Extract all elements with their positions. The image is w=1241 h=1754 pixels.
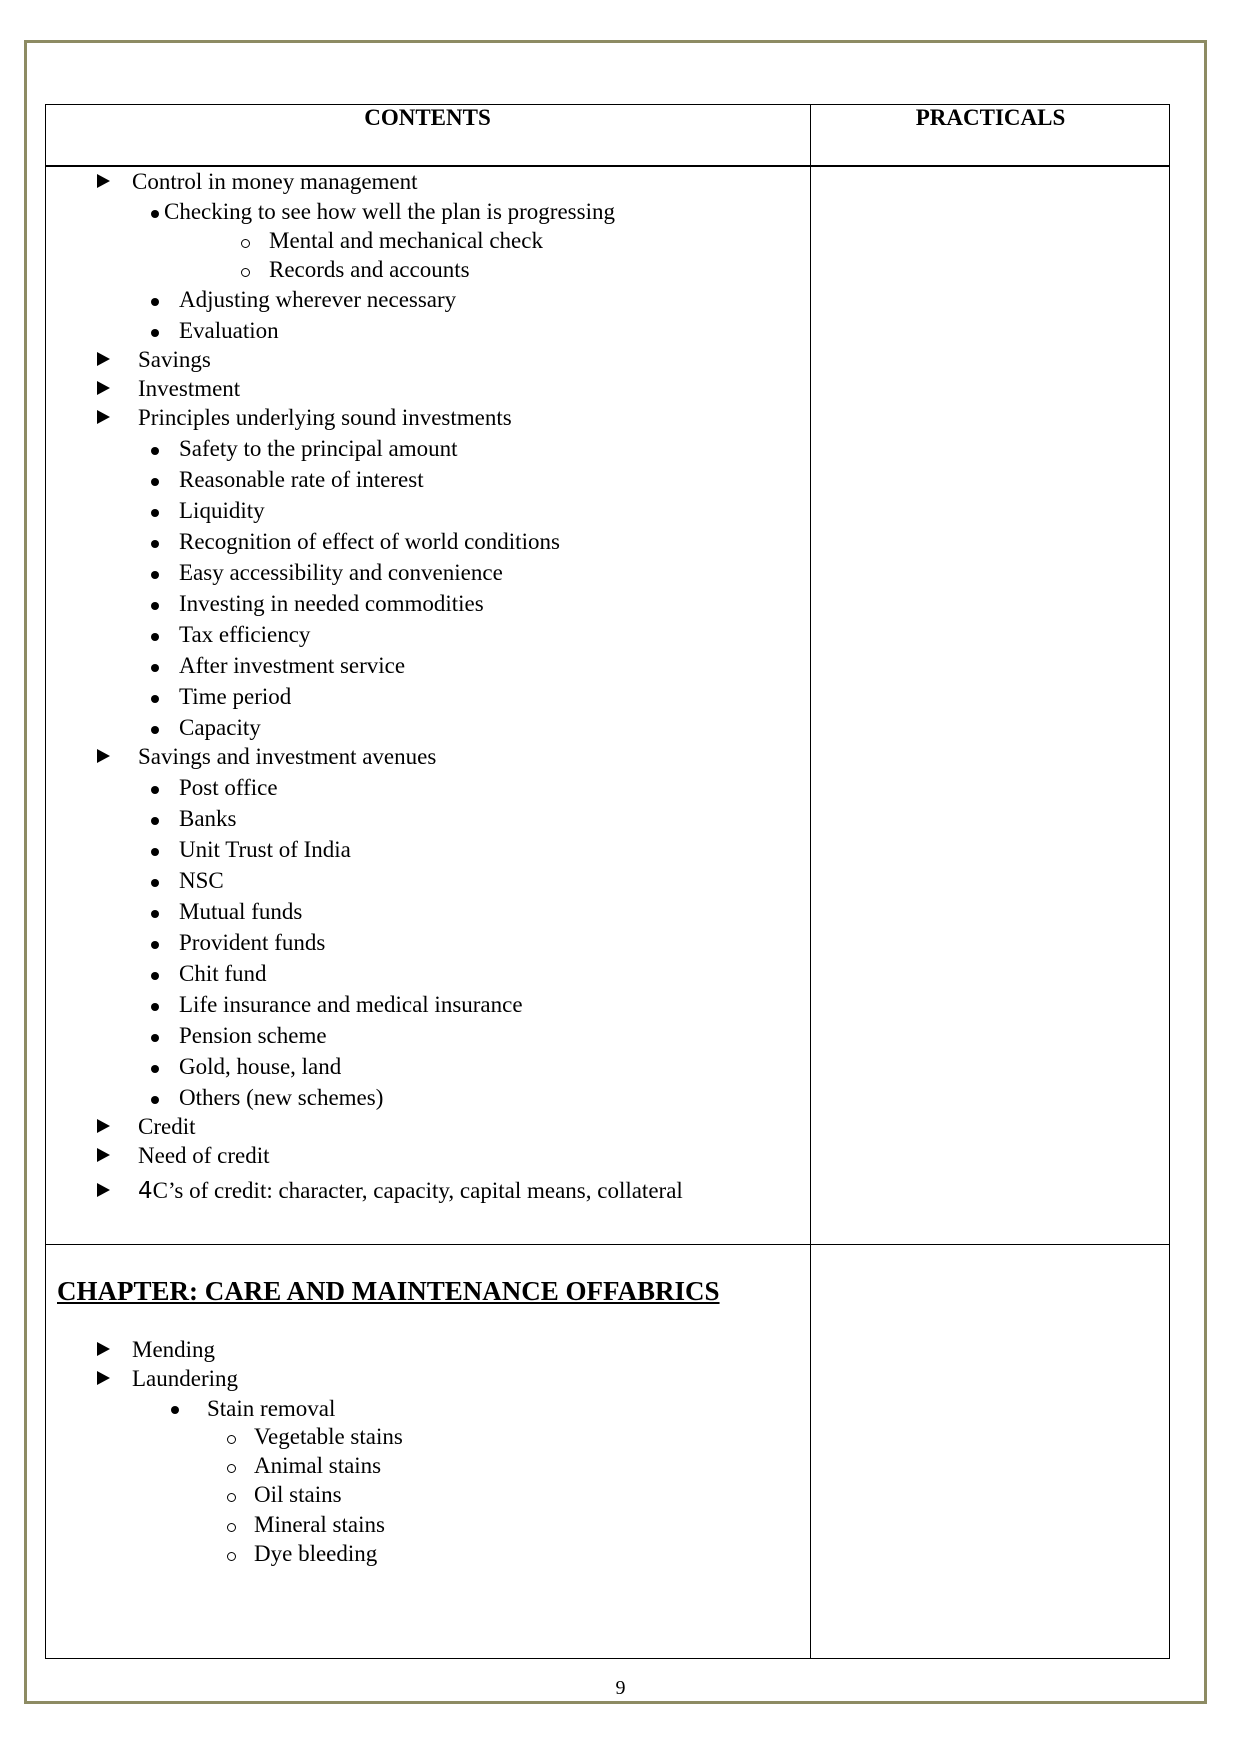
bullet-icon [171,1406,179,1414]
bullet-icon [151,695,159,703]
list-item: Mineral stains [254,1512,385,1537]
list-item: Stain removal [207,1396,336,1421]
credit-text: C’s of credit: character, capacity, capital means, collateral [152,1178,683,1203]
header-rule [45,165,1170,167]
bullet-icon [151,447,159,455]
list-item: Others (new schemes) [179,1085,384,1110]
arrow-bullet-icon [97,381,110,395]
list-item: Provident funds [179,930,326,955]
list-item: Savings and investment avenues [138,744,437,769]
bullet-icon [151,1034,159,1042]
column-divider [810,104,811,1659]
bullet-icon [151,664,159,672]
list-item: Recognition of effect of world conditions [179,529,560,554]
list-item: Mending [132,1337,216,1362]
list-item: Investment [138,376,241,401]
arrow-bullet-icon [97,1148,110,1162]
bullet-icon [151,298,159,306]
list-item: Unit Trust of India [179,837,351,862]
list-item: Safety to the principal amount [179,436,458,461]
contents-header: CONTENTS [364,105,491,130]
list-item: Need of credit [138,1143,270,1168]
list-item: Dye bleeding [254,1541,378,1566]
circle-bullet-icon [227,1435,236,1444]
bullet-icon [151,1003,159,1011]
arrow-bullet-icon [97,1183,110,1197]
circle-bullet-icon [227,1523,236,1532]
bullet-icon [151,972,159,980]
page-number: 9 [615,1677,626,1699]
bullet-icon [151,726,159,734]
list-item: Chit fund [179,961,267,986]
bullet-icon [151,478,159,486]
bullet-icon [151,329,159,337]
arrow-bullet-icon [97,1342,110,1356]
arrow-bullet-icon [97,1119,110,1133]
arrow-bullet-icon [97,174,110,188]
bullet-icon [151,210,159,218]
list-item: Savings [138,347,211,372]
bullet-icon [151,879,159,887]
list-item: Liquidity [179,498,265,523]
bullet-icon [151,633,159,641]
list-item: Reasonable rate of interest [179,467,424,492]
list-item: Principles underlying sound investments [138,405,512,430]
bullet-icon [151,602,159,610]
list-item: NSC [179,868,224,893]
arrow-bullet-icon [97,410,110,424]
list-item: Tax efficiency [179,622,311,647]
list-item: Control in money management [132,169,418,194]
circle-bullet-icon [241,268,250,277]
list-item: Gold, house, land [179,1054,342,1079]
bullet-icon [151,910,159,918]
list-item: Credit [138,1114,196,1139]
arrow-bullet-icon [97,749,110,763]
circle-bullet-icon [227,1464,236,1473]
list-item: After investment service [179,653,406,678]
list-item: Laundering [132,1366,239,1391]
list-item [138,1179,683,1203]
bullet-icon [151,817,159,825]
bullet-icon [151,509,159,517]
list-item: Banks [179,806,237,831]
bullet-icon [151,540,159,548]
bullet-icon [151,941,159,949]
bullet-icon [151,786,159,794]
bullet-icon [151,848,159,856]
list-item: Mental and mechanical check [269,228,543,253]
bullet-icon [151,1065,159,1073]
list-item: Evaluation [179,318,279,343]
list-item: Mutual funds [179,899,303,924]
credit-number: 4 [138,1178,153,1204]
list-item: Records and accounts [269,257,470,282]
list-item: Post office [179,775,278,800]
list-item: Investing in needed commodities [179,591,484,616]
circle-bullet-icon [227,1493,236,1502]
list-item: Adjusting wherever necessary [179,287,457,312]
list-item: Life insurance and medical insurance [179,992,523,1017]
arrow-bullet-icon [97,1371,110,1385]
list-item: Time period [179,684,292,709]
circle-bullet-icon [241,239,250,248]
list-item: Vegetable stains [254,1424,403,1449]
arrow-bullet-icon [97,352,110,366]
list-item: Capacity [179,715,261,740]
circle-bullet-icon [227,1552,236,1561]
list-item: Pension scheme [179,1023,327,1048]
bullet-icon [151,1096,159,1104]
list-item: Animal stains [254,1453,382,1478]
list-item: Oil stains [254,1482,342,1507]
chapter-title: CHAPTER: CARE AND MAINTENANCE OFFABRICS [57,1276,720,1306]
list-item: Easy accessibility and convenience [179,560,503,585]
bullet-icon [151,571,159,579]
row-divider [45,1244,1170,1245]
list-item: Checking to see how well the plan is progressing [164,199,615,224]
practicals-header: PRACTICALS [915,105,1066,130]
